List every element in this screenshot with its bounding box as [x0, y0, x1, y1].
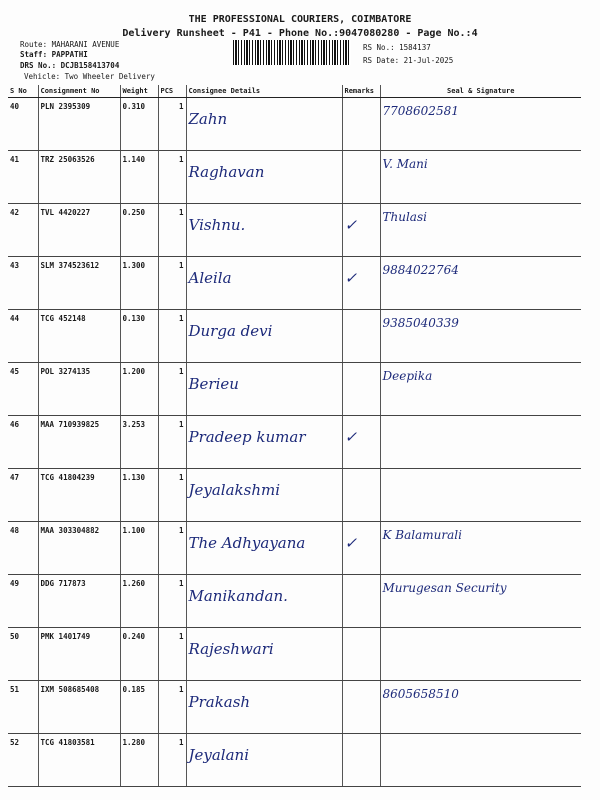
- consignee-handwriting: Manikandan.: [186, 575, 342, 628]
- consignment-number: MAA 303304882: [38, 522, 120, 575]
- remark-tick: [342, 681, 380, 734]
- col-weight: Weight: [120, 85, 158, 98]
- rs-number: RS No.: 1584137: [363, 43, 431, 52]
- remark-tick: ✓: [342, 522, 380, 575]
- consignment-number: DDG 717873: [38, 575, 120, 628]
- seal-signature: Deepika: [380, 363, 581, 416]
- weight-value: 1.100: [120, 522, 158, 575]
- weight-value: 1.300: [120, 257, 158, 310]
- pieces-count: 1: [158, 151, 186, 204]
- seal-signature: K Balamurali: [380, 522, 581, 575]
- consignee-handwriting: Raghavan: [186, 151, 342, 204]
- consignee-handwriting: Aleila: [186, 257, 342, 310]
- consignment-number: SLM 374523612: [38, 257, 120, 310]
- serial-number: 40: [8, 98, 38, 151]
- table-row: [8, 681, 581, 734]
- company-title: THE PROFESSIONAL COURIERS, COIMBATORE: [188, 14, 412, 25]
- remark-tick: [342, 628, 380, 681]
- consignee-handwriting: The Adhyayana: [186, 522, 342, 575]
- pieces-count: 1: [158, 98, 186, 151]
- table-row: [8, 734, 581, 787]
- vehicle-label: Vehicle: Two Wheeler Delivery: [24, 72, 155, 81]
- remark-tick: [342, 469, 380, 522]
- seal-signature: Murugesan Security: [380, 575, 581, 628]
- seal-signature: 9385040339: [380, 310, 581, 363]
- weight-value: 0.130: [120, 310, 158, 363]
- rs-date: RS Date: 21-Jul-2025: [363, 56, 454, 65]
- consignee-handwriting: Rajeshwari: [186, 628, 342, 681]
- table-row: [8, 416, 581, 469]
- table-header: [8, 85, 581, 98]
- seal-signature: [380, 628, 581, 681]
- consignee-handwriting: Pradeep kumar: [186, 416, 342, 469]
- consignment-number: MAA 710939825: [38, 416, 120, 469]
- weight-value: 3.253: [120, 416, 158, 469]
- remark-tick: ✓: [342, 416, 380, 469]
- weight-value: 1.130: [120, 469, 158, 522]
- consignment-number: TRZ 25063526: [38, 151, 120, 204]
- seal-signature: 8605658510: [380, 681, 581, 734]
- pieces-count: 1: [158, 469, 186, 522]
- seal-signature: [380, 469, 581, 522]
- pieces-count: 1: [158, 575, 186, 628]
- weight-value: 0.185: [120, 681, 158, 734]
- route-label: Route: MAHARANI AVENUE: [20, 40, 120, 49]
- seal-signature: V. Mani: [380, 151, 581, 204]
- remark-tick: [342, 151, 380, 204]
- consignee-handwriting: Prakash: [186, 681, 342, 734]
- col-signature: Seal & Signature: [380, 85, 581, 98]
- drs-label: DRS No.: DCJB158413704: [20, 61, 120, 70]
- consignment-number: TCG 41804239: [38, 469, 120, 522]
- serial-number: 42: [8, 204, 38, 257]
- consignee-handwriting: Vishnu.: [186, 204, 342, 257]
- serial-number: 47: [8, 469, 38, 522]
- staff-label: Staff: PAPPATHI: [20, 50, 88, 59]
- pieces-count: 1: [158, 310, 186, 363]
- barcode: [233, 40, 351, 65]
- pieces-count: 1: [158, 416, 186, 469]
- seal-signature: 7708602581: [380, 98, 581, 151]
- table-row: [8, 151, 581, 204]
- seal-signature: Thulasi: [380, 204, 581, 257]
- remark-tick: [342, 575, 380, 628]
- weight-value: 0.240: [120, 628, 158, 681]
- remark-tick: ✓: [342, 204, 380, 257]
- remark-tick: [342, 363, 380, 416]
- consignee-handwriting: Durga devi: [186, 310, 342, 363]
- weight-value: 1.280: [120, 734, 158, 787]
- weight-value: 1.140: [120, 151, 158, 204]
- table-row: [8, 98, 581, 151]
- remark-tick: [342, 734, 380, 787]
- pieces-count: 1: [158, 522, 186, 575]
- table-row: [8, 204, 581, 257]
- remark-tick: [342, 98, 380, 151]
- col-consignee: Consignee Details: [186, 85, 342, 98]
- col-pcs: PCS: [158, 85, 186, 98]
- serial-number: 51: [8, 681, 38, 734]
- seal-signature: 9884022764: [380, 257, 581, 310]
- table-row: [8, 628, 581, 681]
- consignment-number: PMK 1401749: [38, 628, 120, 681]
- table-row: [8, 469, 581, 522]
- serial-number: 41: [8, 151, 38, 204]
- serial-number: 52: [8, 734, 38, 787]
- table-row: [8, 257, 581, 310]
- col-sno: S No: [8, 85, 38, 98]
- consignment-number: TCG 41803581: [38, 734, 120, 787]
- consignee-handwriting: Berieu: [186, 363, 342, 416]
- pieces-count: 1: [158, 204, 186, 257]
- weight-value: 1.200: [120, 363, 158, 416]
- seal-signature: [380, 416, 581, 469]
- table-row: [8, 575, 581, 628]
- serial-number: 46: [8, 416, 38, 469]
- seal-signature: [380, 734, 581, 787]
- col-remarks: Remarks: [342, 85, 380, 98]
- consignment-number: IXM 508685408: [38, 681, 120, 734]
- table-row: [8, 363, 581, 416]
- serial-number: 45: [8, 363, 38, 416]
- consignment-number: TCG 452148: [38, 310, 120, 363]
- pieces-count: 1: [158, 628, 186, 681]
- table-row: [8, 310, 581, 363]
- serial-number: 48: [8, 522, 38, 575]
- pieces-count: 1: [158, 257, 186, 310]
- serial-number: 43: [8, 257, 38, 310]
- weight-value: 1.260: [120, 575, 158, 628]
- serial-number: 49: [8, 575, 38, 628]
- remark-tick: [342, 310, 380, 363]
- remark-tick: ✓: [342, 257, 380, 310]
- serial-number: 44: [8, 310, 38, 363]
- col-consignment: Consignment No: [38, 85, 120, 98]
- pieces-count: 1: [158, 734, 186, 787]
- consignee-handwriting: Jeyalani: [186, 734, 342, 787]
- consignee-handwriting: Zahn: [186, 98, 342, 151]
- consignee-handwriting: Jeyalakshmi: [186, 469, 342, 522]
- weight-value: 0.310: [120, 98, 158, 151]
- pieces-count: 1: [158, 363, 186, 416]
- consignment-number: TVL 4420227: [38, 204, 120, 257]
- weight-value: 0.250: [120, 204, 158, 257]
- table-row: [8, 522, 581, 575]
- serial-number: 50: [8, 628, 38, 681]
- runsheet-title: Delivery Runsheet - P41 - Phone No.:9047080280 - Page No.:4: [122, 28, 478, 39]
- runsheet-table: [8, 85, 581, 787]
- consignment-number: POL 3274135: [38, 363, 120, 416]
- consignment-number: PLN 2395309: [38, 98, 120, 151]
- pieces-count: 1: [158, 681, 186, 734]
